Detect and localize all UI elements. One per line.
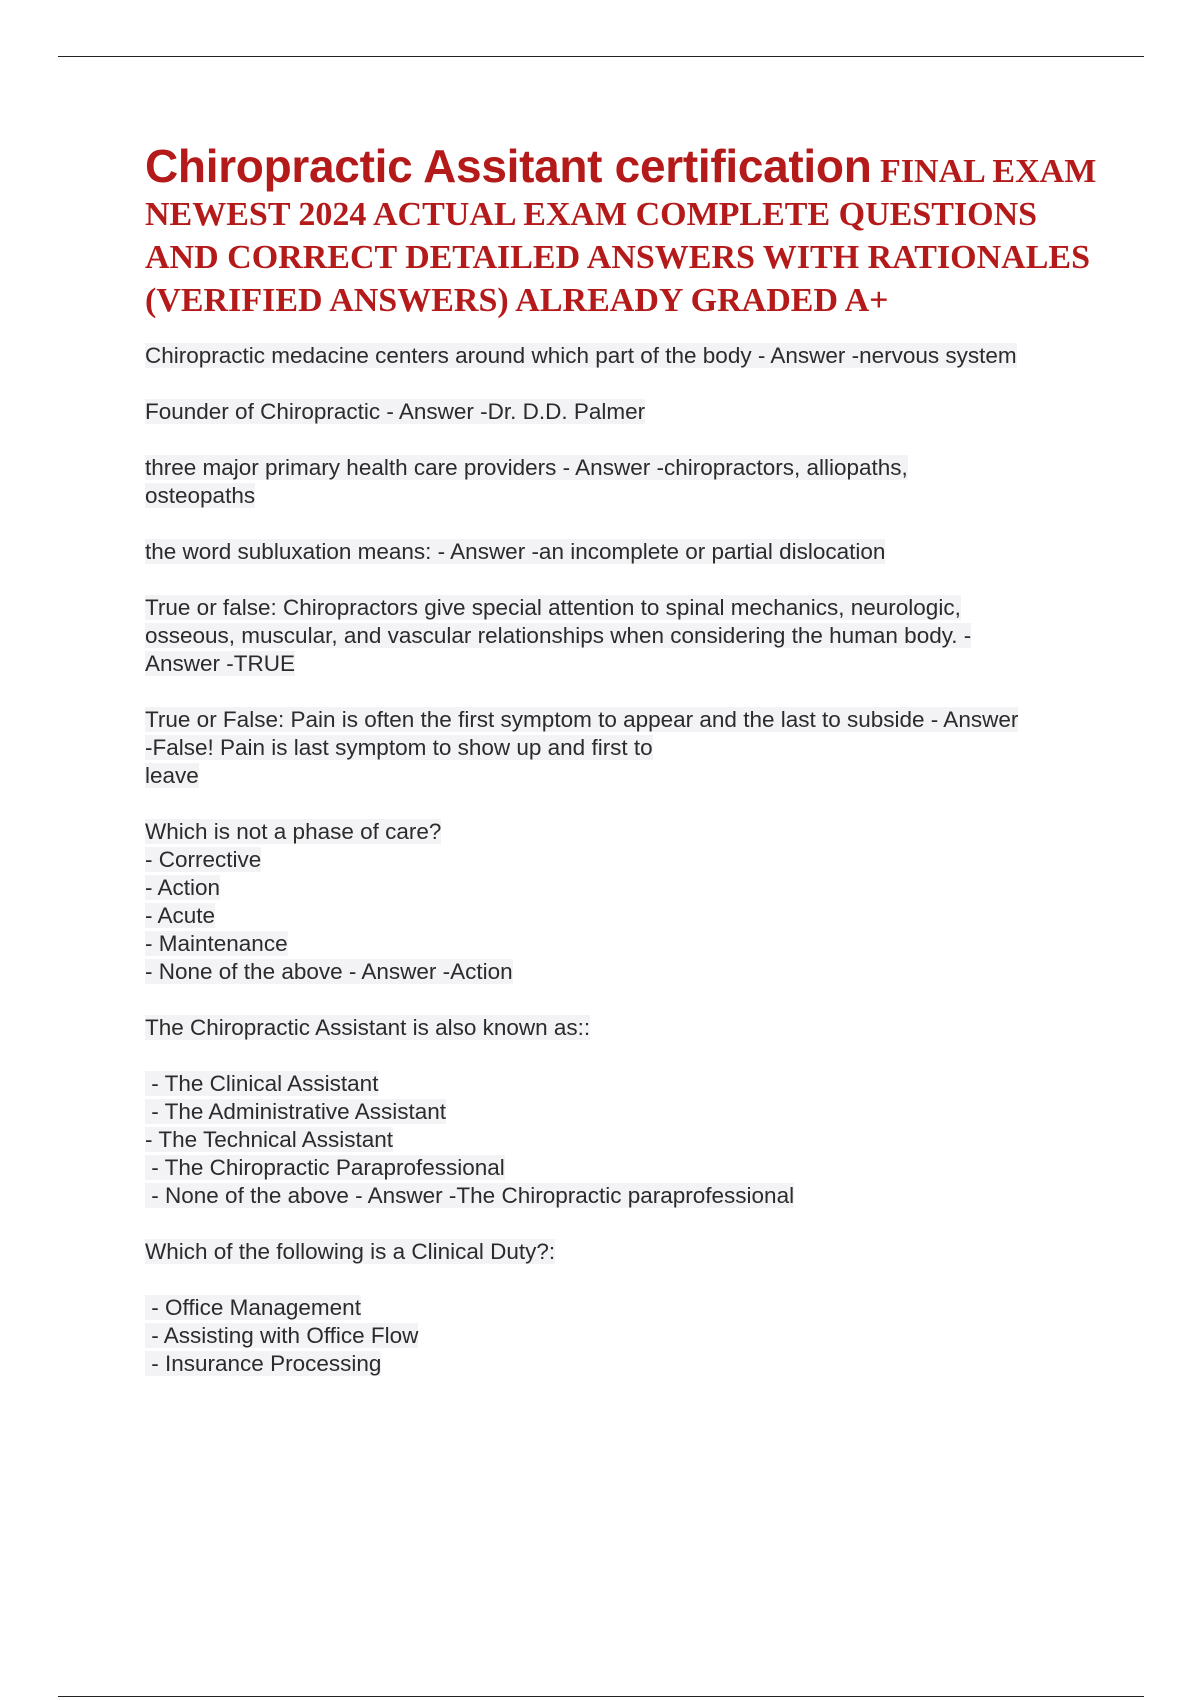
qa-item [145,594,1105,678]
qa-option: - The Clinical Assistant [145,1071,379,1096]
qa-line: -False! Pain is last symptom to show up and first to [145,735,653,760]
qa-option: - None of the above - Answer -Action [145,959,513,984]
qa-item [145,1238,1105,1378]
qa-option: - Acute [145,903,216,928]
qa-item [145,818,1105,986]
qa-option: - Action [145,875,221,900]
qa-option: - The Chiropractic Paraprofessional [145,1155,505,1180]
qa-line: Which of the following is a Clinical Duty?: [145,1239,556,1264]
qa-item [145,538,1105,566]
qa-option: - Corrective [145,847,262,872]
qa-line: Answer -TRUE [145,651,296,676]
qa-option: - Maintenance [145,931,288,956]
qa-option: - Insurance Processing [145,1351,382,1376]
qa-item [145,342,1105,370]
qa-line: osteopaths [145,483,256,508]
qa-item [145,398,1105,426]
document-page [145,140,1105,1406]
title-rest: FINAL EXAM NEWEST 2024 ACTUAL EXAM COMPLETE QUESTIONS AND CORRECT DETAILED ANSWERS WITH RATIONALES (VERIFIED ANSWERS) ALREADY GRADED A+ [145,153,1097,319]
header-rule [58,56,1144,57]
qa-option: - The Administrative Assistant [145,1099,446,1124]
qa-line: leave [145,763,199,788]
qa-option: - None of the above - Answer -The Chiropractic paraprofessional [145,1183,795,1208]
qa-line: Which is not a phase of care? [145,819,442,844]
qa-line: True or false: Chiropractors give special attention to spinal mechanics, neurologic, [145,595,961,620]
title-lead: Chiropractic Assitant certification [145,140,872,192]
footer-rule [58,1696,1144,1697]
qa-option: - Assisting with Office Flow [145,1323,419,1348]
qa-line: True or False: Pain is often the first symptom to appear and the last to subside - Answer [145,707,1019,732]
qa-option: - Office Management [145,1295,361,1320]
document-title [145,140,1105,322]
qa-line: the word subluxation means: - Answer -an incomplete or partial dislocation [145,539,886,564]
qa-item [145,454,1105,510]
qa-line: osseous, muscular, and vascular relationships when considering the human body. - [145,623,972,648]
qa-option: - The Technical Assistant [145,1127,394,1152]
qa-line: Founder of Chiropractic - Answer -Dr. D.D. Palmer [145,399,646,424]
qa-item [145,1014,1105,1210]
qa-item [145,706,1105,790]
qa-line: Chiropractic medacine centers around which part of the body - Answer -nervous system [145,343,1017,368]
qa-line: three major primary health care providers - Answer -chiropractors, alliopaths, [145,455,908,480]
qa-line: The Chiropractic Assistant is also known as:: [145,1015,591,1040]
